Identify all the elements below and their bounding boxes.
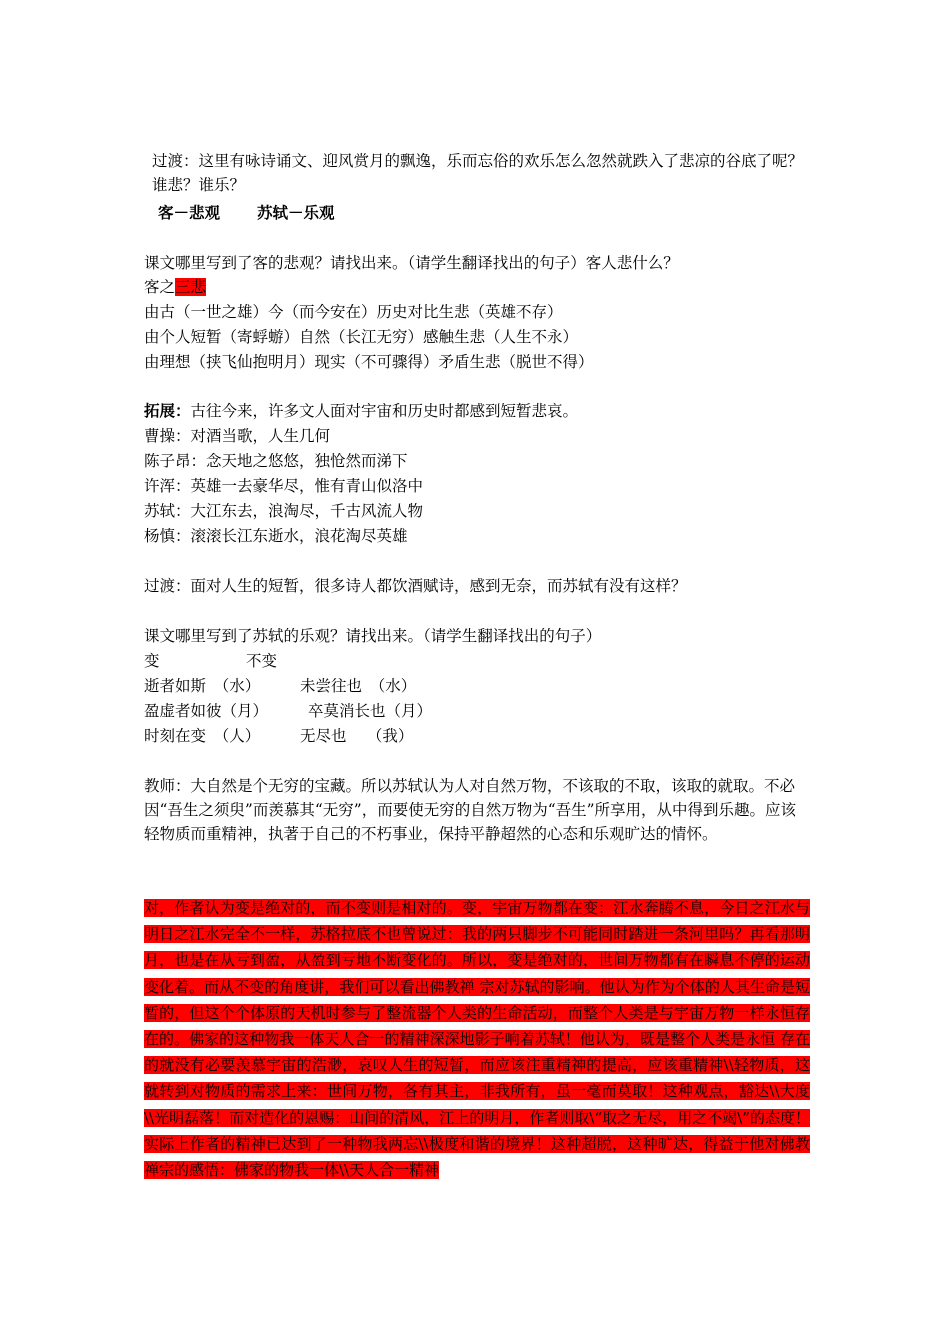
extension-label: 拓展： [144,401,191,420]
table-cell-change: 时刻在变 （人） [144,727,261,745]
heading-sushi: 苏轼－乐观 [257,203,335,222]
poet-line: 苏轼：大江东去，浪淘尽，千古风流人物 [144,502,424,520]
table-cell-unchanged: 无尽也 （我） [300,727,414,745]
poet-line: 许浑：英雄一去豪华尽，惟有青山似洛中 [144,477,424,495]
highlighted-paragraph [144,895,810,1183]
sorrow-line: 由理想（挟飞仙抱明月）现实（不可骤得）矛盾生悲（脱世不得） [144,353,594,371]
question-ke: 课文哪里写到了客的悲观？请找出来。（请学生翻译找出的句子）客人悲什么？ [144,254,679,272]
sorrow-line: 由古（一世之雄）今（而今安在）历史对比生悲（英雄不存） [144,303,563,321]
extension-text: 古往今来，许多文人面对宇宙和历史时都感到短暂悲哀。 [190,402,579,420]
poet-line: 陈子昂：念天地之悠悠，独怆然而涕下 [144,452,408,470]
highlighted-paragraph-text: 对，作者认为变是绝对的，而不变则是相对的。变，宇宙万物都在变：江水奔腾不息，今日之江水与明日之江水完全不一样，苏格拉底不也曾说过：我的两只脚步不可能同时踏进一条河里吗？再看那明月，也是在从亏到盈，从盈到亏地不断变化的。所以，变是绝对的，世间万物都有在瞬息不停的运动变化着。而从不变的角度讲，我们可以看出佛教禅 宗对苏轼的影响。他认为作为个体的人其生命是短暂的，但这个个体原的天机时参与了整流器个人类的生命活动，而整个人类是与宇宙万物一样永恒存在的。佛家的这种物我一体天人合一的精神深深地影子响着苏轼！他认为，既是整个人类是永恒 存在的就没有必要羡慕宇宙的浩渺，哀叹人生的短暂，而应该注重精神的提高，应该重精神\\轻物质，这就转到对物质的需求上来：世间万物，各有其主，非我所有，虽一毫而莫取！这种观点，豁达\\大度\\光明磊落！而对造化的恩赐：山间的清风，江上的明月，作者则取\“取之无尽，用之不竭\”的态度！实际上作者的精神已达到了一种物我两忘\\极度和谐的境界！这种超脱，这种旷达，得益于他对佛教禅宗的感悟：佛家的物我一体\\天人合一精神 [144,899,810,1180]
table-cell-change: 逝者如斯 （水） [144,677,261,695]
poet-line: 杨慎：滚滚长江东逝水，浪花淘尽英雄 [144,527,408,545]
transition-paragraph-1: 过渡：这里有咏诗诵文、迎风赏月的飘逸，乐而忘俗的欢乐怎么忽然就跌入了悲凉的谷底了呢？谁悲？谁乐？ [152,152,804,194]
teacher-paragraph: 教师：大自然是个无穷的宝藏。所以苏轼认为人对自然万物，不该取的不取，该取的就取。不必因“吾生之须臾”而羡慕其“无穷”，而要使无穷的自然万物为“吾生”所享用，从中得到乐趣。应该轻物质而重精神，执著于自己的不朽事业，保持平静超然的心态和乐观旷达的情怀。 [144,777,797,843]
transition-paragraph-2: 过渡：面对人生的短暂，很多诗人都饮酒赋诗，感到无奈，而苏轼有没有这样？ [144,577,687,595]
table-header-unchanged: 不变 [246,652,278,670]
table-cell-change: 盈虚者如彼（月） [144,702,269,720]
sorrow-line: 由个人短暂（寄蜉蝣）自然（长江无穷）感触生悲（人生不永） [144,328,579,346]
table-header-change: 变 [144,652,160,670]
poet-line: 曹操：对酒当歌，人生几何 [144,427,331,445]
highlight-three-sorrows: 三悲 [175,278,207,296]
ke-three-sorrows [144,275,206,299]
ke-prefix: 客之 [144,278,176,296]
heading-ke: 客－悲观 [158,203,221,222]
question-sushi: 课文哪里写到了苏轼的乐观？请找出来。（请学生翻译找出的句子） [144,627,602,645]
table-cell-unchanged: 未尝往也 （水） [300,677,417,695]
extension-line [144,399,578,423]
table-cell-unchanged: 卒莫消长也（月） [308,702,433,720]
